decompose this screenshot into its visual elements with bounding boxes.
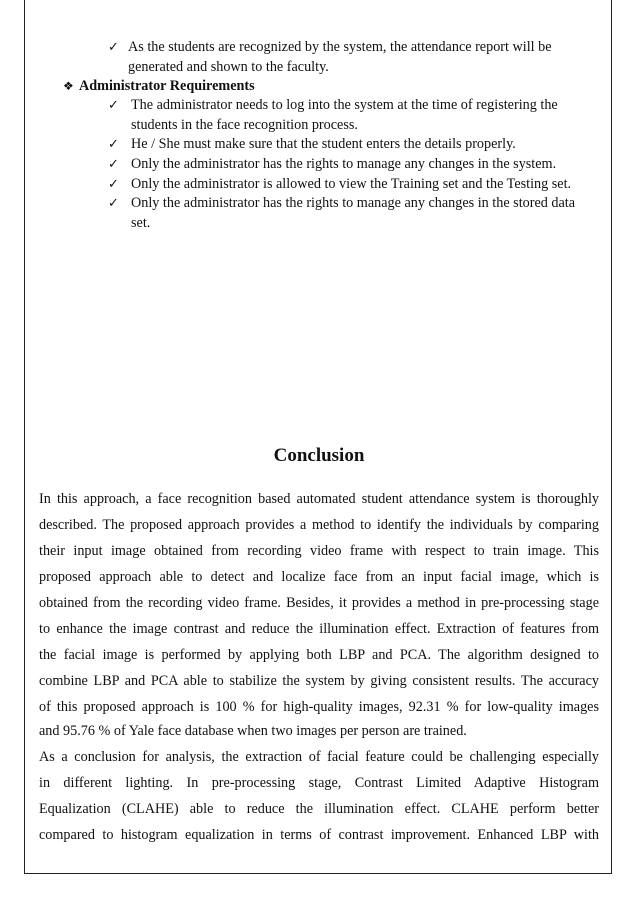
checkmark-icon: ✓ — [108, 136, 119, 151]
paragraph-line: proposed approach able to detect and localize face from an input facial image, which is — [39, 569, 599, 585]
paragraph-line: In this approach, a face recognition based automated student attendance system is thoroughly — [39, 491, 599, 507]
bullet-line: The administrator needs to log into the system at the time of registering the — [131, 97, 558, 113]
paragraph-line: compared to histogram equalization in terms of contrast improvement. Enhanced LBP with — [39, 827, 599, 843]
checkmark-icon: ✓ — [108, 176, 119, 191]
paragraph-line: As a conclusion for analysis, the extraction of facial feature could be challenging especially — [39, 749, 599, 765]
paragraph-line: combine LBP and PCA able to stabilize the system by giving consistent results. The accuracy — [39, 673, 599, 689]
bullet-line: Only the administrator is allowed to view the Training set and the Testing set. — [131, 176, 572, 192]
paragraph-line: and 95.76 % of Yale face database when two images per person are trained. — [39, 723, 467, 739]
bullet-line: Only the administrator has the rights to manage any changes in the system. — [131, 156, 557, 172]
bullet-line: generated and shown to the faculty. — [128, 59, 329, 75]
paragraph-line: their input image obtained from recording video frame with respect to train image. This — [39, 543, 599, 559]
bullet-line: students in the face recognition process. — [131, 117, 358, 133]
checkmark-icon: ✓ — [108, 39, 119, 54]
paragraph-line: obtained from the recording video frame. Besides, it provides a method in pre-processing stage — [39, 595, 599, 611]
checkmark-icon: ✓ — [108, 97, 119, 112]
paragraph-line: the facial image is performed by applying both LBP and PCA. The algorithm designed to — [39, 647, 599, 663]
bullet-line: He / She must make sure that the student enters the details properly. — [131, 136, 516, 152]
bullet-line: As the students are recognized by the system, the attendance report will be — [128, 39, 552, 55]
paragraph-line: of this proposed approach is 100 % for high-quality images, 92.31 % for low-quality images — [39, 699, 599, 715]
paragraph-line: Equalization (CLAHE) able to reduce the illumination effect. CLAHE perform better — [39, 801, 599, 817]
paragraph-line: described. The proposed approach provides a method to identify the individuals by comparing — [39, 517, 599, 533]
paragraph-line: in different lighting. In pre-processing stage, Contrast Limited Adaptive Histogram — [39, 775, 599, 791]
diamond-bullet-icon: ❖ — [63, 79, 74, 93]
section-title: Conclusion — [273, 445, 365, 466]
section-heading: Administrator Requirements — [79, 78, 255, 94]
document-page — [24, 0, 612, 874]
paragraph-line: to enhance the image contrast and reduce the illumination effect. Extraction of features from — [39, 621, 599, 637]
checkmark-icon: ✓ — [108, 195, 119, 210]
checkmark-icon: ✓ — [108, 156, 119, 171]
bullet-line: Only the administrator has the rights to manage any changes in the stored data — [131, 195, 576, 211]
bullet-line: set. — [131, 215, 151, 231]
